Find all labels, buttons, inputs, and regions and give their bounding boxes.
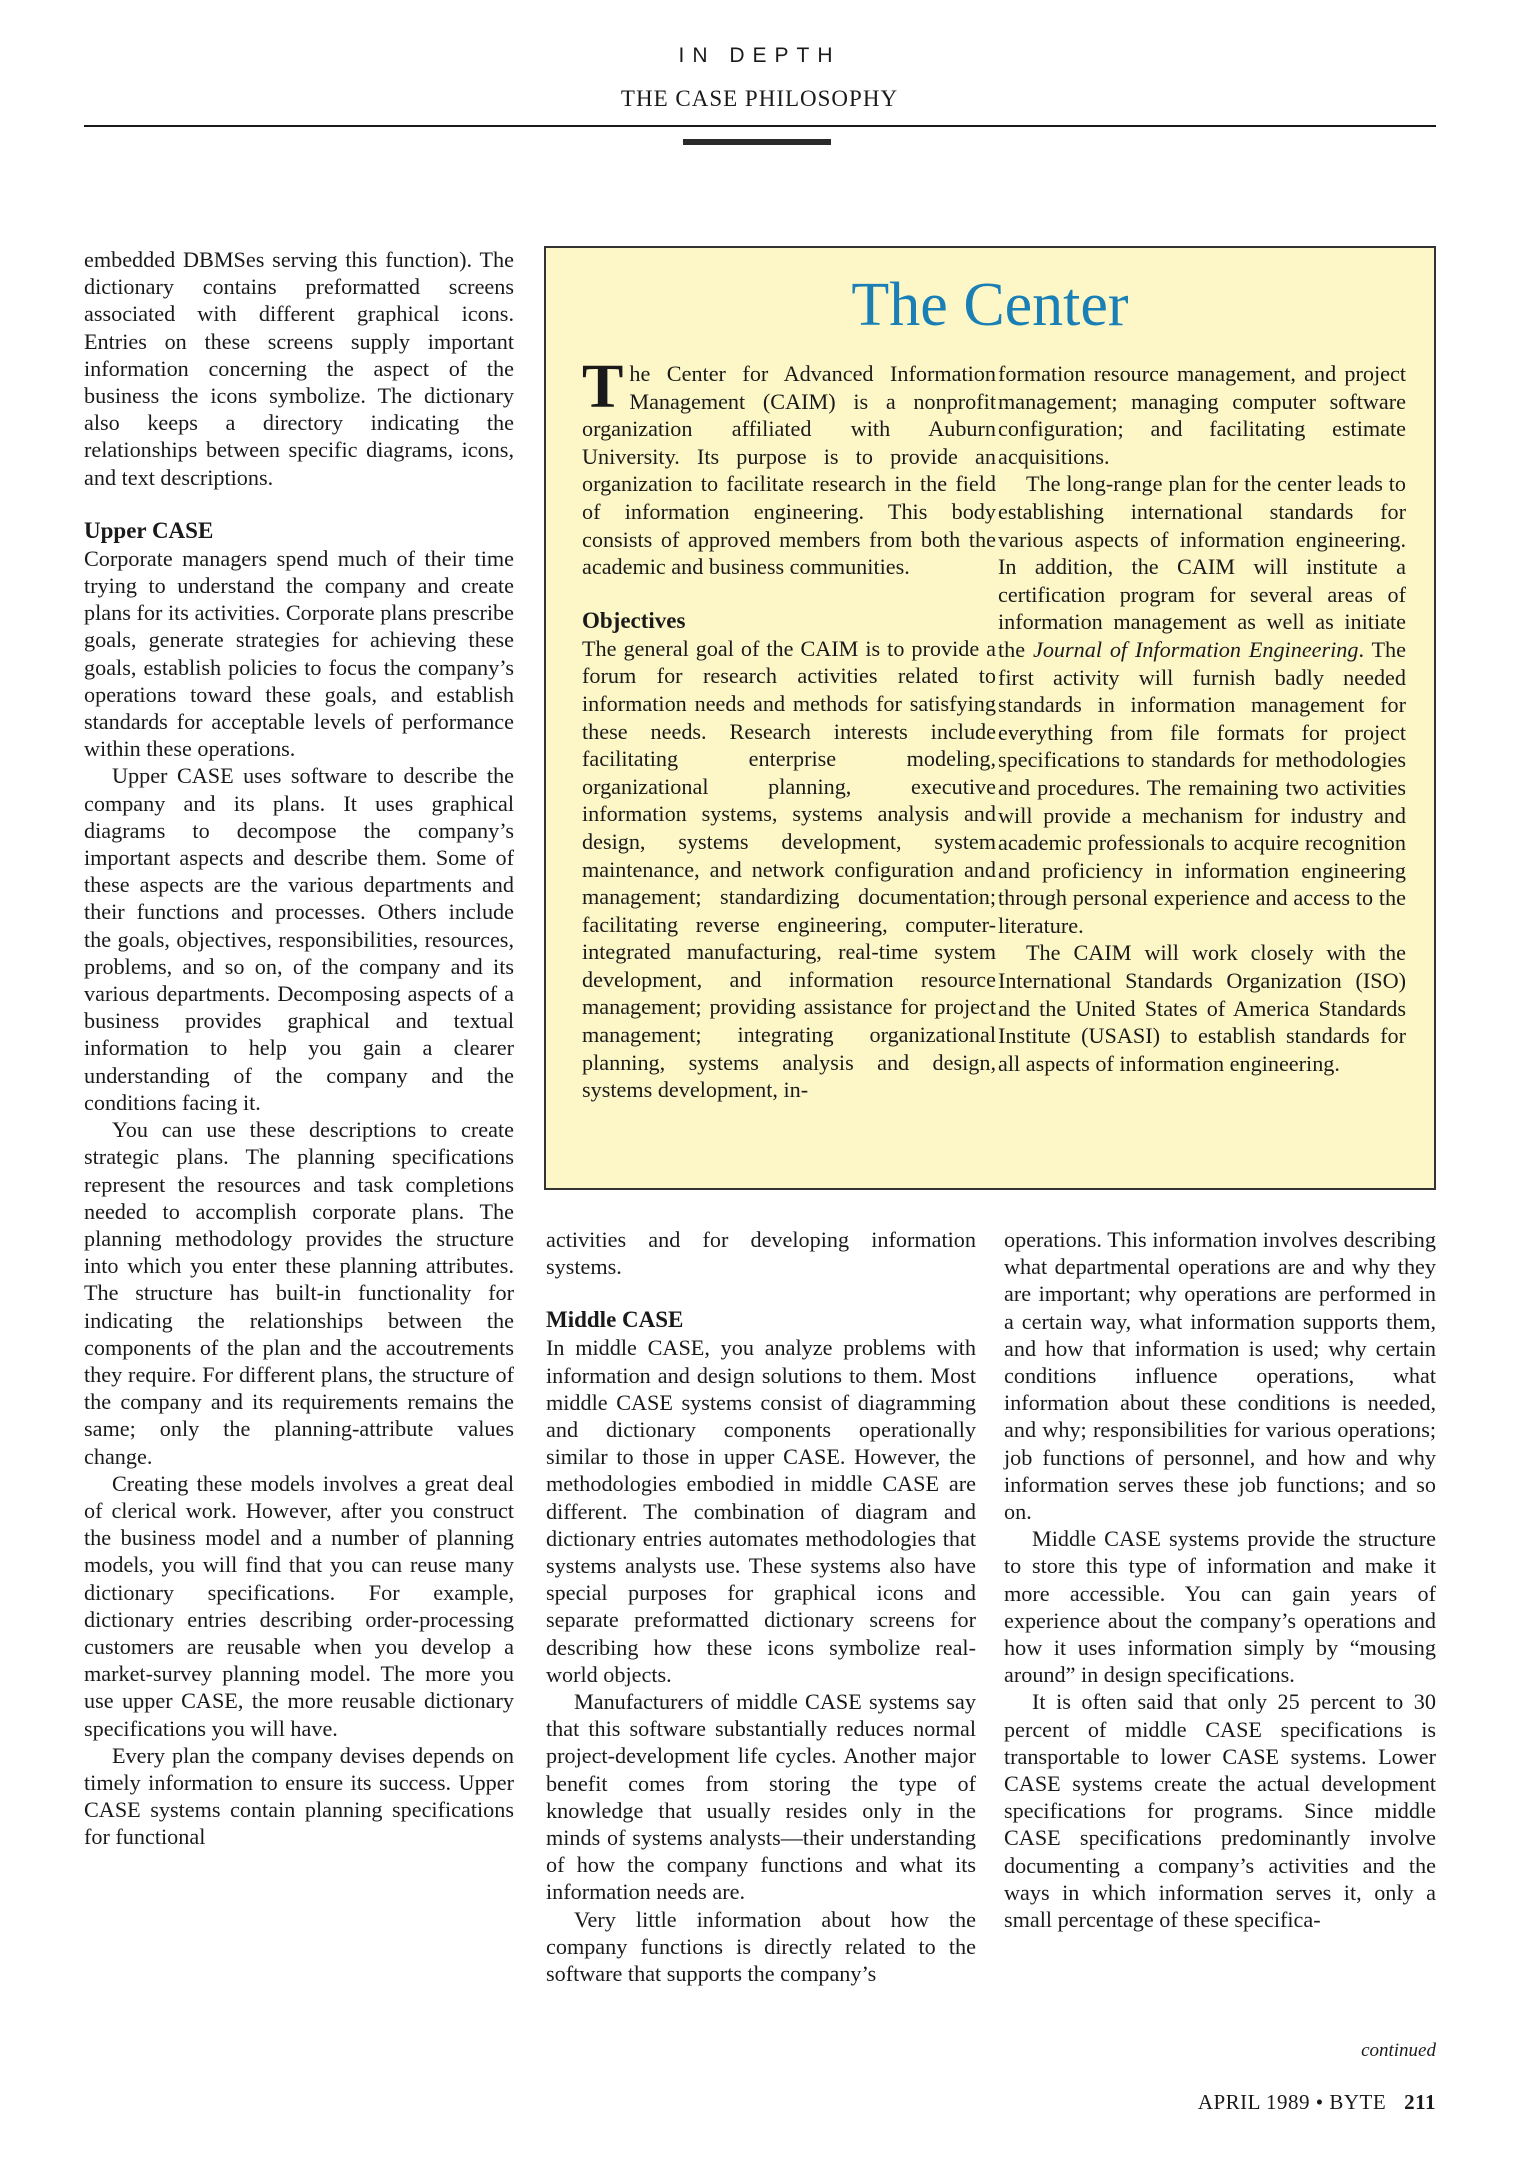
paragraph: formation resource management, and project management; managing computer software configuration; and facilitating estimate acquisitions.: [998, 361, 1406, 469]
sidebar-column-right: [998, 360, 1406, 1077]
journal-title: Journal of Information Engineering: [1032, 636, 1359, 662]
header-bar: [683, 139, 831, 145]
paragraph: operations. This information involves describing what departmental operations are and why they are important; why operations are performed in a certain way, what information supports them, and how that information is used; why certain conditions influence operations, what information about these conditions is needed, and why; responsibilities for various operations; job functions of personnel, and how and why information serves these job functions; and so on.: [1004, 1227, 1436, 1525]
paragraph: The long-range plan for the center leads to establishing international standards for various aspects of information engineering. In addition, the CAIM will institute a certification program for several areas of information management as well as initiate the Journal of Information Engineering. The first activity will furnish badly needed standards in information management for everything from file formats for project specifications to standards for methodologies and procedures. The remaining two activities will provide a mechanism for industry and academic professionals to acquire recognition and proficiency in information engineering through personal experience and access to the literature.: [998, 471, 1406, 938]
paragraph: It is often said that only 25 percent to 30 percent of middle CASE specifications is transportable to lower CASE systems. Lower CASE systems create the actual development specifications for programs. Since middle CASE specifications predominantly involve documenting a company’s activities and the ways in which information serves it, only a small percentage of these specifica-: [1004, 1689, 1436, 1933]
page-number: 211: [1404, 2090, 1436, 2114]
paragraph: Corporate managers spend much of their time trying to understand the company and create plans for its activities. Corporate plans prescribe goals, generate strategies for achieving these goals, establish policies to focus the company’s operations toward these goals, and establish standards for acceptable levels of performance within these operations.: [84, 545, 514, 762]
drop-cap: T: [582, 353, 624, 421]
subheading-upper-case: Upper CASE: [84, 517, 214, 543]
article-column-1: [84, 246, 514, 1851]
section-kicker: IN DEPTH: [678, 44, 841, 67]
sidebar-column-left: [582, 353, 996, 1104]
article-column-3: [1004, 1226, 1436, 1933]
paragraph: Creating these models involves a great deal of clerical work. However, after you construct the business model and a number of planning models, you will find that you can reuse many dictionary specifications. For example, dictionary entries describing order-processing customers are reusable when you develop a market-survey planning model. The more you use upper CASE, the more reusable dictionary specifications you will have.: [84, 1470, 514, 1741]
paragraph: embedded DBMSes serving this function). The dictionary contains preformatted screens associated with different graphical icons. Entries on these screens supply important information concerning the aspect of the business the icons symbolize. The dictionary also keeps a directory indicating the relationships between specific diagrams, icons, and text descriptions.: [84, 247, 514, 490]
paragraph: In middle CASE, you analyze problems with information and design solutions to them. Most middle CASE systems consist of diagramming and dictionary components operationally similar to those in upper CASE. However, the methodologies embodied in middle CASE are different. The combination of diagram and dictionary entries automates methodologies that systems analysts use. These systems also have special purposes for graphical icons and separate preformatted dictionary screens for describing how these icons symbolize real-world objects.: [546, 1335, 976, 1687]
paragraph: Middle CASE systems provide the structure to store this type of information and make it more accessible. You can gain years of experience about the company’s operations and how it uses information simply by “mousing around” in design specifications.: [1004, 1526, 1436, 1688]
sidebar-box-the-center: [544, 246, 1436, 1190]
section-title: THE CASE PHILOSOPHY: [620, 86, 899, 111]
article-column-2: [546, 1226, 976, 1987]
paragraph: Upper CASE uses software to describe the company and its plans. It uses graphical diagrams to decompose the company’s important aspects and describe them. Some of these aspects are the various departments and their functions and processes. Others include the goals, objectives, responsibilities, resources, problems, and so on, of the company and its various departments. Decomposing aspects of a business provides graphical and textual information to help you gain a clearer understanding of the company and the conditions facing it.: [84, 763, 514, 1115]
paragraph: Manufacturers of middle CASE systems say that this software substantially reduces normal project-development life cycles. Another major benefit comes from storing the type of knowledge that usually resides only in the minds of systems analysts—their understanding of how the company functions and what its information needs are.: [546, 1689, 976, 1905]
sidebar-title: The Center: [851, 271, 1129, 339]
issue-info: APRIL 1989 • BYTE: [1197, 2090, 1387, 2114]
paragraph: Every plan the company devises depends on timely information to ensure its success. Upper CASE systems contain planning specifications for functional: [84, 1742, 514, 1850]
paragraph: You can use these descriptions to create strategic plans. The planning specifications represent the resources and task completions needed to accomplish corporate plans. The planning methodology provides the structure into which you enter these planning attributes. The structure has built-in functionality for indicating the relationships between the components of the plan and the accoutrements they require. For different plans, the structure of the company and its requirements remains the same; only the planning-attribute values change.: [84, 1117, 514, 1469]
sidebar-intro-paragraph: The Center for Advanced Information Management (CAIM) is a nonprofit organization affiliated with Auburn University. Its purpose is to provide an organization to facilitate research in the field of information engineering. This body consists of approved members from both the academic and business communities.: [582, 353, 996, 580]
paragraph: The general goal of the CAIM is to provide a forum for research activities related to information needs and methods for satisfying these needs. Research interests include facilitating enterprise modeling, organizational planning, executive information systems, systems analysis and design, systems development, system maintenance, and network configuration and management; standardizing documentation; facilitating reverse engineering, computer-integrated manufacturing, real-time system development, and information resource management; providing assistance for project management; integrating organizational planning, systems analysis and design, systems development, in-: [582, 635, 996, 1103]
paragraph: The CAIM will work closely with the International Standards Organization (ISO) and the United States of America Standards Institute (USASI) to establish standards for all aspects of information engineering.: [998, 940, 1406, 1076]
paragraph: Very little information about how the company functions is directly related to the software that supports the company’s: [546, 1906, 976, 1987]
page-footer: [1150, 2090, 1436, 2115]
continued-label: continued: [1361, 2040, 1436, 2061]
subheading-objectives: Objectives: [582, 607, 686, 633]
header-rule: [84, 125, 1436, 127]
paragraph: activities and for developing information systems.: [546, 1227, 976, 1280]
subheading-middle-case: Middle CASE: [546, 1307, 684, 1333]
